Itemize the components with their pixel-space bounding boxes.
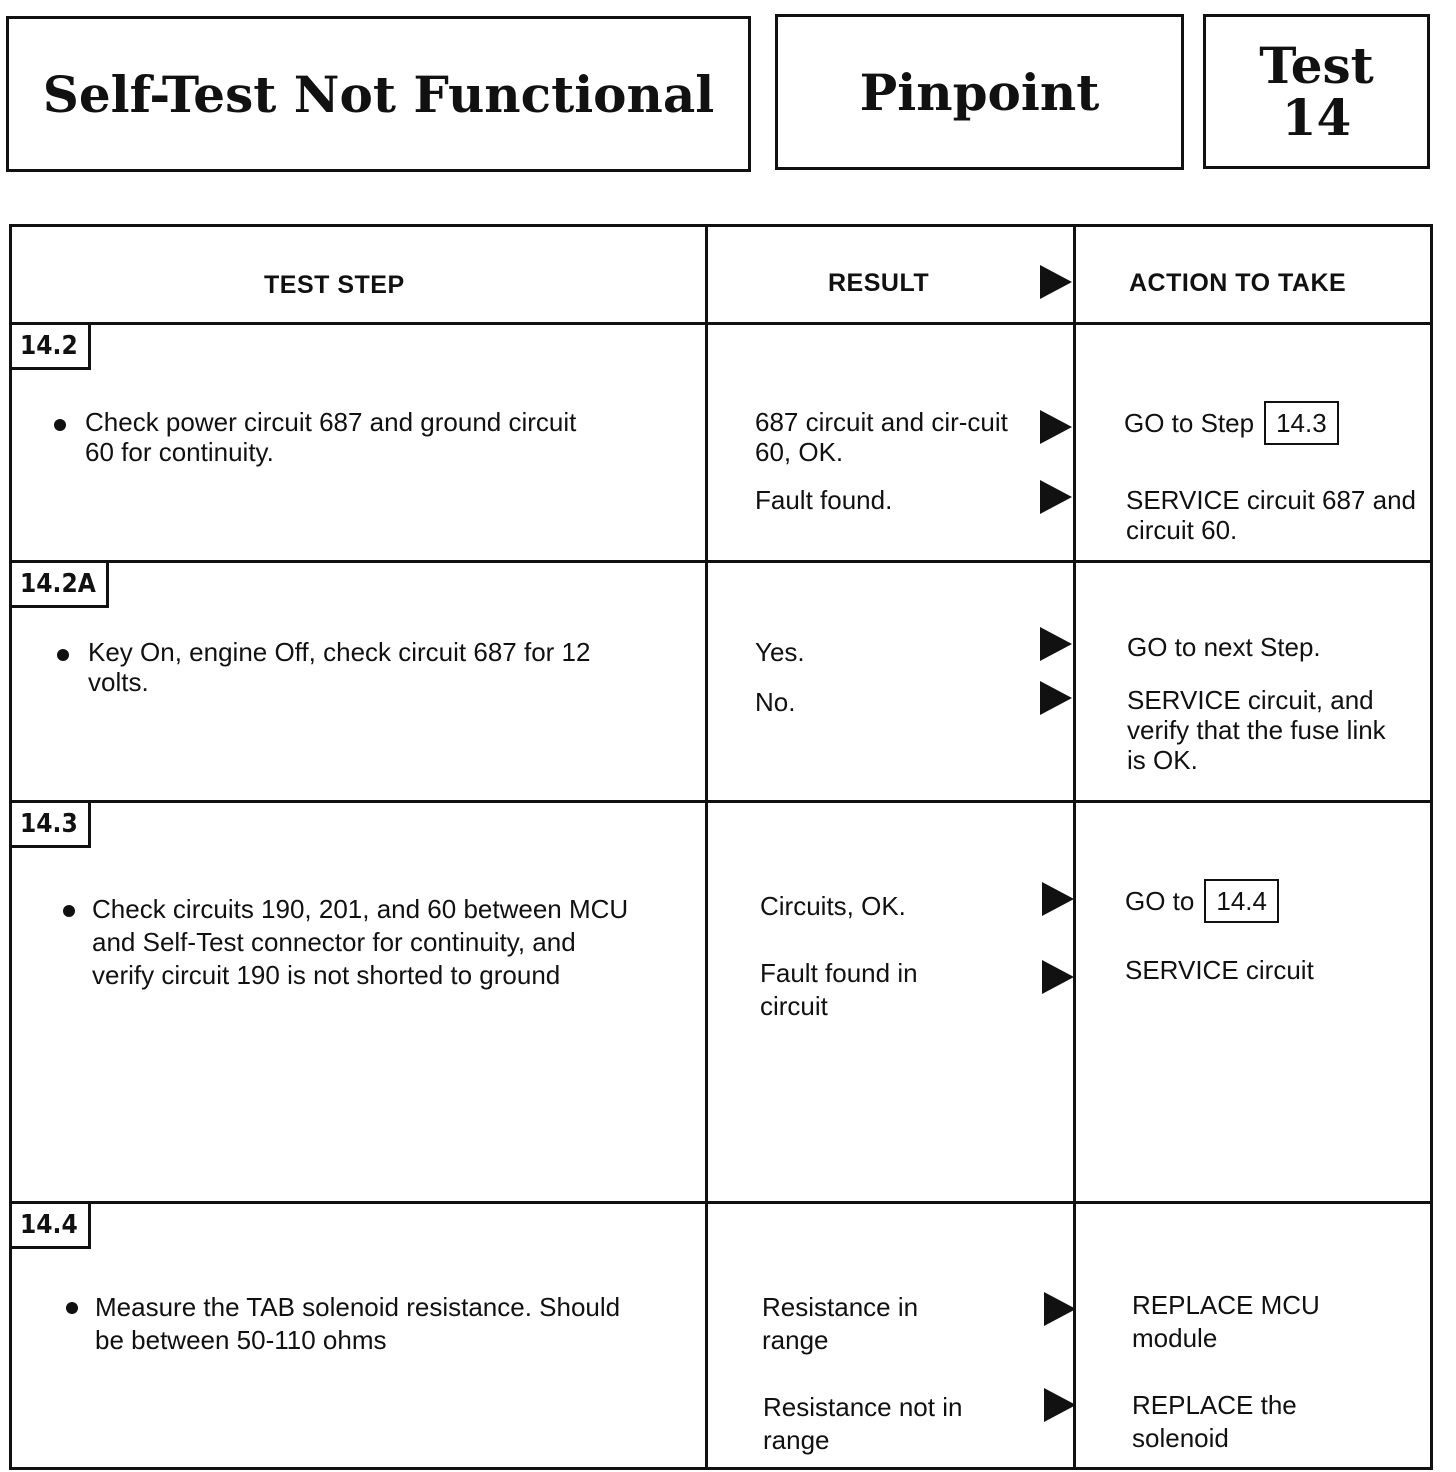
bullet-icon: [66, 1302, 78, 1314]
result-text: Resistance in range: [762, 1292, 919, 1355]
bullet-icon: [54, 419, 66, 431]
step-description: Key On, engine Off, check circuit 687 for 12 volts.: [88, 637, 591, 697]
arrow-icon: [1040, 410, 1072, 444]
action-text: REPLACE MCU module: [1132, 1290, 1320, 1353]
row-divider: [12, 560, 1430, 563]
step-description: Check circuits 190, 201, and 60 between MCU and Self-Test connector for continuity, and verify circuit 190 is not shorted to ground: [92, 894, 629, 990]
result-text: Resistance not in range: [763, 1392, 963, 1455]
arrow-icon: [1042, 960, 1074, 994]
row-divider: [12, 322, 1430, 325]
arrow-icon: [1044, 1388, 1076, 1422]
column-header-test-step: TEST STEP: [264, 271, 405, 299]
step-number: 14.4: [12, 1204, 91, 1249]
step-reference-box: 14.4: [1204, 879, 1279, 923]
step-description: Check power circuit 687 and ground circuit 60 for continuity.: [85, 407, 577, 467]
test-table: [9, 224, 1433, 1470]
step-description: Measure the TAB solenoid resistance. Should be between 50-110 ohms: [95, 1292, 621, 1355]
action-label: GO to Step: [1124, 408, 1255, 438]
action-text: SERVICE circuit 687 and circuit 60.: [1126, 485, 1416, 545]
action-text: [1125, 879, 1415, 923]
action-text: REPLACE the solenoid: [1132, 1390, 1297, 1453]
test-number: 14: [1281, 87, 1352, 147]
row-divider: [12, 1201, 1430, 1204]
pinpoint-label: Pinpoint: [775, 14, 1184, 170]
step-number: 14.2: [12, 325, 91, 370]
arrow-icon: [1044, 1292, 1076, 1326]
result-text: Fault found.: [755, 485, 893, 515]
step-number: 14.2A: [12, 563, 109, 608]
column-divider: [1073, 227, 1076, 1467]
column-header-result: RESULT: [828, 269, 930, 297]
result-text: Circuits, OK.: [760, 891, 906, 921]
row-divider: [12, 800, 1430, 803]
step-reference-box: 14.3: [1264, 401, 1339, 445]
action-text: [1124, 401, 1424, 445]
arrow-icon: [1040, 265, 1072, 299]
bullet-icon: [63, 905, 75, 917]
column-header-action: ACTION TO TAKE: [1129, 269, 1347, 297]
arrow-icon: [1040, 627, 1072, 661]
result-text: Fault found in circuit: [760, 958, 918, 1021]
result-text: No.: [755, 687, 796, 717]
page-title: Self-Test Not Functional: [6, 16, 751, 172]
result-text: Yes.: [755, 637, 805, 667]
column-divider: [705, 227, 708, 1467]
arrow-icon: [1040, 681, 1072, 715]
action-text: SERVICE circuit: [1125, 955, 1314, 985]
arrow-icon: [1042, 882, 1074, 916]
test-label: Test: [1259, 35, 1374, 95]
step-number: 14.3: [12, 803, 91, 848]
arrow-icon: [1040, 480, 1072, 514]
result-text: 687 circuit and cir-cuit 60, OK.: [755, 407, 1008, 467]
action-text: GO to next Step.: [1127, 632, 1321, 662]
test-number-box: [1203, 14, 1430, 169]
bullet-icon: [57, 649, 69, 661]
action-label: GO to: [1125, 886, 1195, 916]
action-text: SERVICE circuit, and verify that the fuse link is OK.: [1127, 685, 1386, 775]
